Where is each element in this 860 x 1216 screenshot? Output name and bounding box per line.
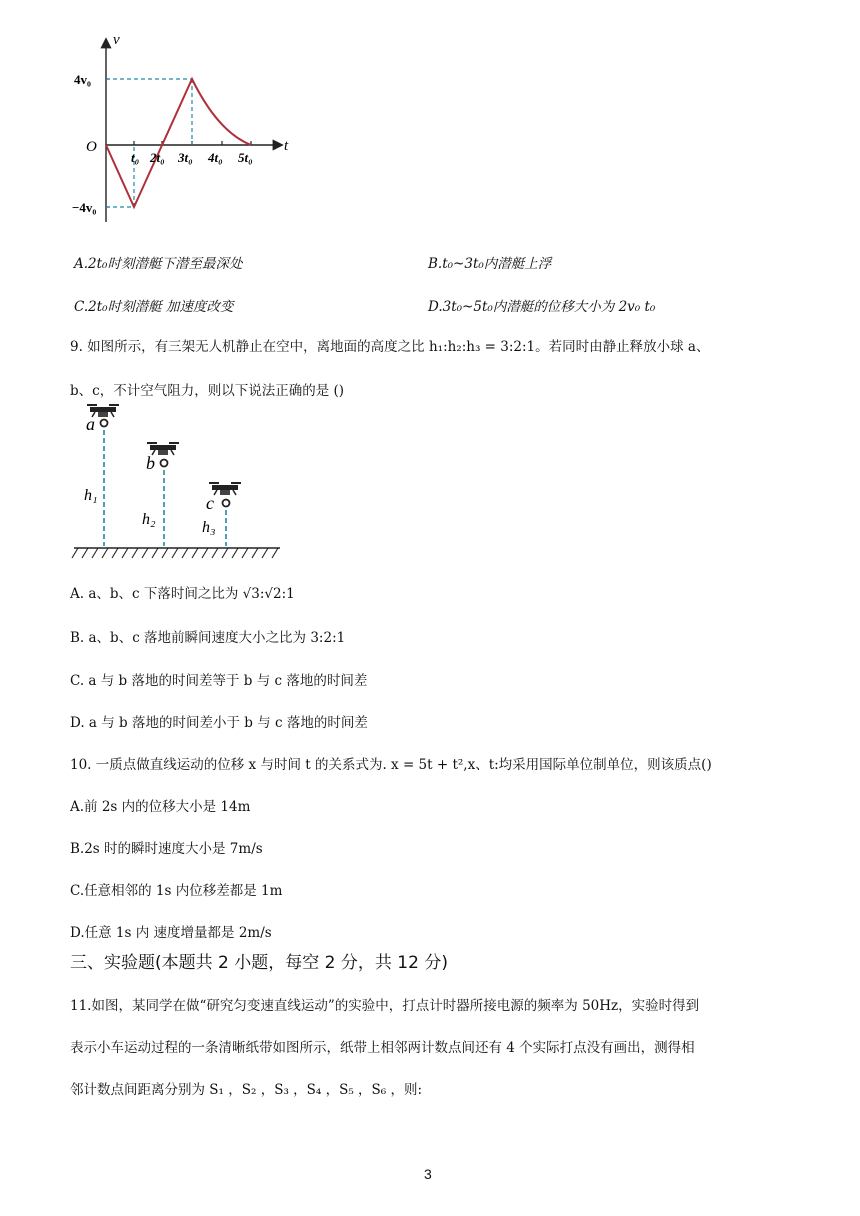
y-label-top: 4v₀ (74, 72, 91, 87)
q8-option-b: B.t₀~3t₀内潜艇上浮 (428, 256, 552, 272)
section-3-heading: 三、实验题(本题共 2 小题，每空 2 分，共 12 分) (70, 953, 448, 973)
label-c: c (206, 493, 214, 513)
page-number: 3 (424, 1166, 432, 1182)
q10-option-c: C.任意相邻的 1s 内位移差都是 1m (70, 883, 283, 899)
q10-option-b: B.2s 时的瞬时速度大小是 7m/s (70, 841, 263, 857)
velocity-time-graph (70, 28, 300, 228)
q10-option-a: A.前 2s 内的位移大小是 14m (70, 799, 251, 815)
label-h3: h₃ (202, 519, 216, 536)
x-tick-5t0: 5t₀ (238, 150, 253, 165)
q11-line3: 邻计数点间距离分别为 S₁ ，S₂ ，S₃ ，S₄ ，S₅ ，S₆ ，则: (70, 1082, 423, 1098)
y-axis-label: v (113, 32, 120, 48)
velocity-curve (106, 79, 251, 207)
q9-option-d: D. a 与 b 落地的时间差小于 b 与 c 落地的时间差 (70, 715, 368, 731)
q10-stem: 10. 一质点做直线运动的位移 x 与时间 t 的关系式为. x = 5t + t²,x、t:均采用国际单位制单位，则该质点() (70, 757, 712, 773)
drone-diagram (70, 398, 285, 563)
x-tick-3t0: 3t₀ (178, 150, 193, 165)
q11-line2: 表示小车运动过程的一条清晰纸带如图所示，纸带上相邻两计数点间还有 4 个实际打点没有画出，测得相 (70, 1040, 695, 1056)
origin-label: O (86, 139, 97, 155)
q11-line1: 11.如图，某同学在做“研究匀变速直线运动”的实验中，打点计时器所接电源的频率为 50Hz，实验时得到 (70, 998, 700, 1014)
q9-stem-line1: 9. 如图所示，有三架无人机静止在空中，离地面的高度之比 h₁:h₂:h₃ = 3:2:1。若同时由静止释放小球 a、 (70, 339, 710, 355)
x-tick-4t0: 4t₀ (208, 150, 223, 165)
q10-option-d: D.任意 1s 内 速度增量都是 2m/s (70, 925, 272, 941)
q9-stem-line2: b、c，不计空气阻力，则以下说法正确的是 () (70, 383, 345, 399)
x-axis-label: t (284, 138, 289, 154)
q8-option-d: D.3t₀~5t₀内潜艇的位移大小为 2v₀ t₀ (428, 299, 656, 315)
q9-option-a: A. a、b、c 下落时间之比为 √3:√2:1 (70, 586, 295, 602)
q9-option-b: B. a、b、c 落地前瞬间速度大小之比为 3:2:1 (70, 630, 346, 646)
x-tick-2t0: 2t₀ (150, 150, 165, 165)
label-a: a (86, 414, 95, 434)
q8-option-a: A.2t₀时刻潜艇下潜至最深处 (74, 256, 243, 272)
label-h2: h₂ (142, 511, 156, 528)
label-b: b (146, 453, 155, 473)
label-h1: h₁ (84, 487, 98, 504)
q8-option-c: C.2t₀时刻潜艇 加速度改变 (74, 299, 234, 315)
x-tick-t0: t₀ (131, 150, 140, 165)
y-label-bottom: −4v₀ (72, 200, 97, 215)
q9-option-c: C. a 与 b 落地的时间差等于 b 与 c 落地的时间差 (70, 673, 368, 689)
